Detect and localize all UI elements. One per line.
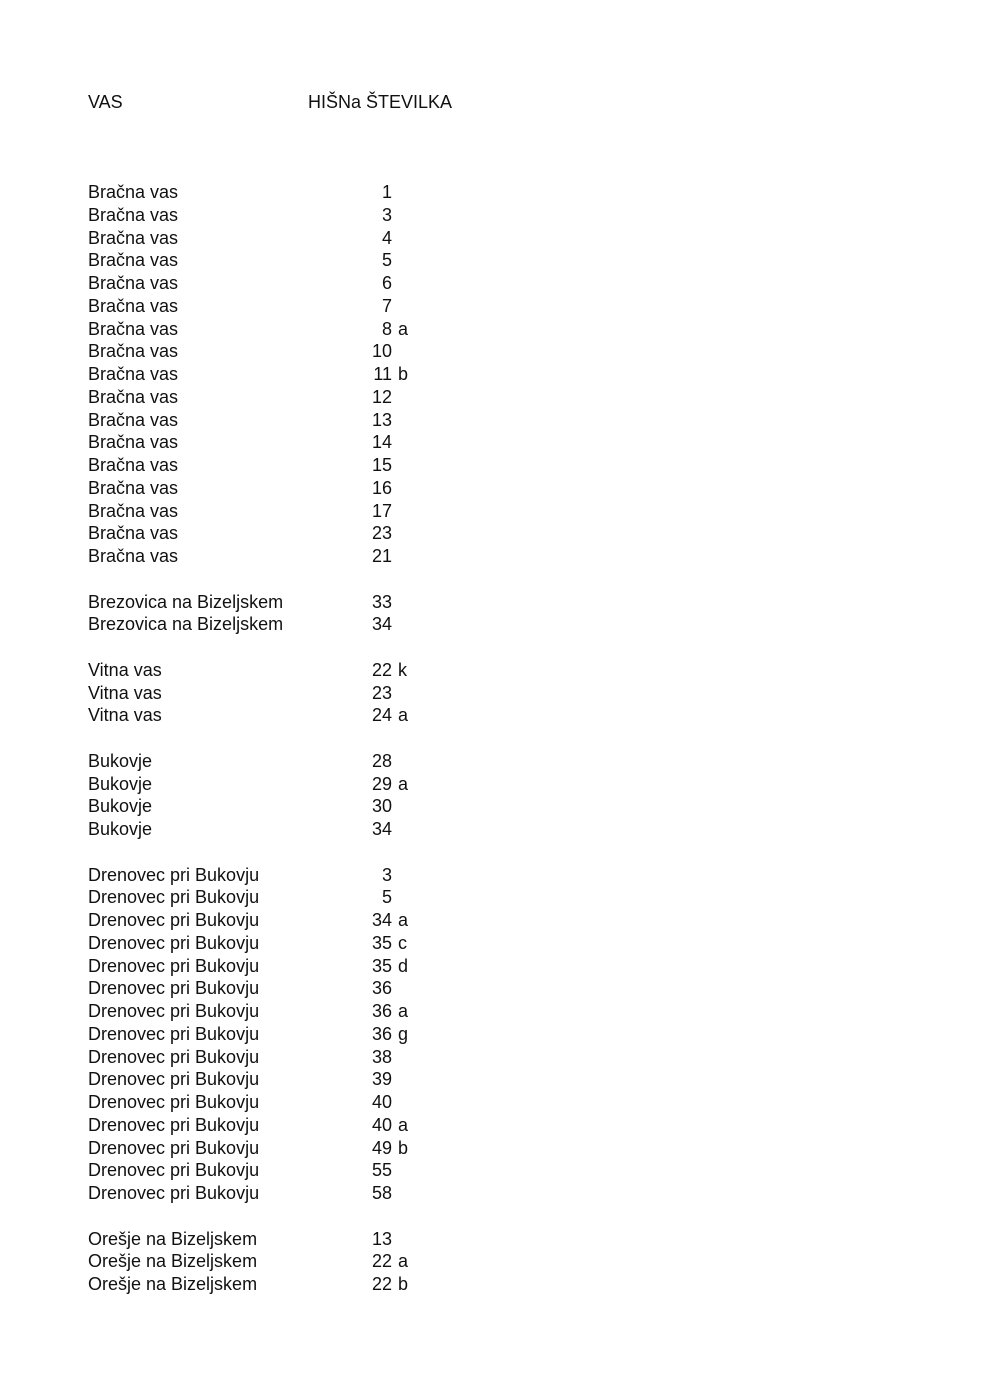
village-name: Drenovec pri Bukovju	[88, 978, 260, 999]
table-row	[88, 750, 688, 773]
village-name: Orešje na Bizeljskem	[88, 1274, 258, 1294]
table-row	[88, 704, 688, 727]
house-number: 39	[371, 1069, 392, 1090]
house-number: 13	[371, 1228, 392, 1249]
village-name: Bračna vas	[88, 500, 179, 521]
house-number: 28	[371, 750, 392, 771]
table-row	[88, 864, 688, 887]
table-row	[88, 1114, 688, 1137]
village-name: Bračna vas	[88, 432, 179, 453]
table-row	[88, 545, 688, 568]
table-row	[88, 1228, 688, 1251]
village-name: Bračna vas	[88, 182, 179, 202]
house-number-suffix: b	[398, 1274, 409, 1294]
village-name: Vitna vas	[88, 682, 162, 703]
house-number: 34	[371, 910, 392, 930]
table-row	[88, 1023, 688, 1046]
village-name: Bračna vas	[88, 523, 179, 544]
village-name: Bračna vas	[88, 295, 179, 316]
village-name: Orešje na Bizeljskem	[88, 1251, 258, 1272]
table-row	[88, 1000, 688, 1023]
village-name: Drenovec pri Bukovju	[88, 1046, 260, 1067]
village-name: Drenovec pri Bukovju	[88, 955, 260, 976]
village-name: Bračna vas	[88, 318, 179, 339]
house-number: 3	[381, 204, 392, 225]
header-village: VAS	[88, 92, 123, 112]
table-row	[88, 363, 688, 386]
table-row	[88, 977, 688, 1000]
table-row	[88, 1137, 688, 1160]
house-number: 3	[381, 864, 392, 885]
house-number: 12	[371, 386, 392, 407]
table-row	[88, 659, 688, 682]
table-row	[88, 682, 688, 705]
house-number: 35	[371, 932, 392, 953]
house-number: 49	[371, 1137, 392, 1158]
table-row	[88, 591, 688, 614]
house-number-suffix: a	[398, 773, 409, 794]
house-number: 10	[371, 341, 392, 362]
table-row	[88, 522, 688, 545]
house-number-suffix: a	[398, 1001, 409, 1021]
village-name: Bukovje	[88, 796, 153, 817]
house-number: 40	[371, 1092, 392, 1112]
village-name: Drenovec pri Bukovju	[88, 1092, 260, 1112]
house-number-suffix: d	[398, 955, 409, 976]
village-name: Drenovec pri Bukovju	[88, 1137, 260, 1158]
house-number: 55	[371, 1160, 392, 1181]
table-row	[88, 272, 688, 295]
house-number: 21	[371, 546, 392, 566]
house-number: 22	[371, 1251, 392, 1272]
table-row	[88, 818, 688, 841]
village-name: Drenovec pri Bukovju	[88, 1114, 260, 1135]
table-row	[88, 613, 688, 636]
village-name: Bračna vas	[88, 455, 179, 475]
village-name: Vitna vas	[88, 659, 162, 680]
village-name: Drenovec pri Bukovju	[88, 910, 260, 930]
house-number-suffix: g	[398, 1023, 409, 1044]
village-name: Drenovec pri Bukovju	[88, 932, 260, 953]
village-name: Bukovje	[88, 750, 153, 771]
village-name: Orešje na Bizeljskem	[88, 1228, 258, 1249]
table-row	[88, 1182, 688, 1205]
table-row	[88, 1091, 688, 1114]
village-name: Brezovica na Bizeljskem	[88, 614, 284, 635]
table-row	[88, 340, 688, 363]
house-number-suffix: a	[398, 318, 409, 339]
village-group	[88, 591, 688, 637]
table-row	[88, 1046, 688, 1069]
table-row	[88, 886, 688, 909]
address-list	[88, 181, 688, 1296]
house-number: 36	[371, 1001, 392, 1021]
village-name: Drenovec pri Bukovju	[88, 864, 260, 885]
village-group	[88, 181, 688, 568]
table-row	[88, 477, 688, 500]
village-name: Drenovec pri Bukovju	[88, 1160, 260, 1181]
house-number-suffix: k	[398, 659, 407, 680]
house-number: 4	[381, 227, 392, 248]
house-number: 11	[373, 364, 392, 384]
house-number: 6	[381, 273, 392, 293]
house-number: 15	[371, 455, 392, 475]
table-row	[88, 1273, 688, 1296]
house-number: 33	[371, 591, 392, 612]
table-row	[88, 1068, 688, 1091]
table-row	[88, 500, 688, 523]
house-number: 7	[381, 295, 392, 316]
table-row	[88, 409, 688, 432]
house-number: 8	[381, 318, 392, 339]
house-number: 23	[371, 523, 392, 544]
village-name: Bračna vas	[88, 386, 179, 407]
house-number: 5	[381, 887, 392, 908]
village-name: Bračna vas	[88, 546, 179, 566]
house-number-suffix: c	[398, 932, 407, 953]
house-number: 36	[371, 1023, 392, 1044]
table-row	[88, 454, 688, 477]
village-name: Brezovica na Bizeljskem	[88, 591, 284, 612]
house-number: 30	[371, 796, 392, 817]
village-name: Bukovje	[88, 773, 153, 794]
house-number-suffix: a	[398, 1251, 409, 1272]
house-number: 38	[371, 1046, 392, 1067]
house-number-suffix: b	[398, 364, 409, 384]
village-name: Bračna vas	[88, 250, 179, 271]
village-name: Bračna vas	[88, 477, 179, 498]
house-number: 36	[371, 978, 392, 999]
table-row	[88, 227, 688, 250]
table-row	[88, 386, 688, 409]
house-number-suffix: a	[398, 705, 409, 726]
house-number: 40	[371, 1114, 392, 1135]
house-number: 35	[371, 955, 392, 976]
house-number-suffix: a	[398, 910, 409, 930]
table-row	[88, 795, 688, 818]
table-header	[88, 90, 688, 114]
house-number: 16	[371, 477, 392, 498]
village-group	[88, 864, 688, 1205]
table-row	[88, 295, 688, 318]
village-name: Bračna vas	[88, 273, 179, 293]
house-number: 34	[371, 819, 392, 839]
house-number: 58	[371, 1183, 392, 1203]
table-row	[88, 955, 688, 978]
table-row	[88, 181, 688, 204]
table-row	[88, 773, 688, 796]
table-row	[88, 431, 688, 454]
village-group	[88, 1228, 688, 1296]
village-group	[88, 659, 688, 727]
house-number: 17	[371, 500, 392, 521]
village-name: Drenovec pri Bukovju	[88, 1183, 260, 1203]
table-row	[88, 932, 688, 955]
table-row	[88, 909, 688, 932]
house-number: 29	[371, 773, 392, 794]
house-number: 22	[371, 659, 392, 680]
village-name: Bukovje	[88, 819, 153, 839]
table-row	[88, 249, 688, 272]
village-name: Bračna vas	[88, 204, 179, 225]
house-number: 1	[381, 182, 392, 202]
house-number: 34	[371, 614, 392, 635]
house-number: 13	[371, 409, 392, 430]
header-house-number: HIŠNa ŠTEVILKA	[308, 92, 453, 112]
house-number: 24	[371, 705, 392, 726]
village-name: Drenovec pri Bukovju	[88, 1001, 260, 1021]
village-name: Bračna vas	[88, 341, 179, 362]
house-number: 5	[381, 250, 392, 271]
village-name: Drenovec pri Bukovju	[88, 1023, 260, 1044]
village-group	[88, 750, 688, 841]
village-name: Vitna vas	[88, 705, 162, 726]
house-number: 22	[371, 1274, 392, 1294]
table-row	[88, 1250, 688, 1273]
village-name: Bračna vas	[88, 409, 179, 430]
village-name: Drenovec pri Bukovju	[88, 1069, 260, 1090]
house-number: 23	[371, 682, 392, 703]
table-row	[88, 318, 688, 341]
table-row	[88, 204, 688, 227]
village-name: Drenovec pri Bukovju	[88, 887, 260, 908]
house-number: 14	[371, 432, 392, 453]
table-row	[88, 1159, 688, 1182]
house-number-suffix: b	[398, 1137, 409, 1158]
house-number-suffix: a	[398, 1114, 409, 1135]
village-name: Bračna vas	[88, 364, 179, 384]
village-name: Bračna vas	[88, 227, 179, 248]
